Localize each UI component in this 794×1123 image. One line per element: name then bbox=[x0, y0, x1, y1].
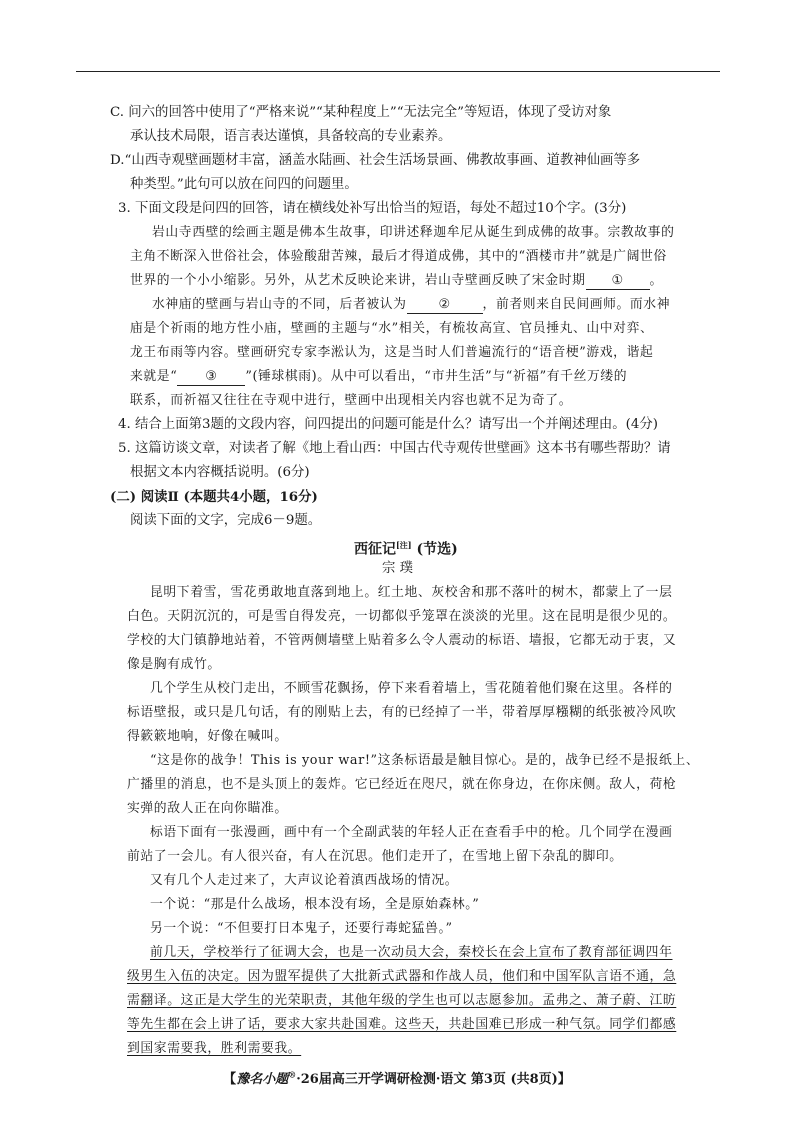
option-d-line2: 种类型。”此句可以放在问四的问题里。 bbox=[130, 177, 358, 192]
answer-blank-3[interactable]: ③ bbox=[177, 368, 245, 386]
story-p3-line2: 广播里的消息，也不是头顶上的轰炸。它已经近在咫尺，就在你身边，在你床侧。敌人，荷枪 bbox=[127, 777, 677, 792]
q5-line2: 根据文本内容概括说明。(6分) bbox=[130, 465, 310, 480]
publisher-logo: 豫名小题 bbox=[236, 1072, 289, 1087]
story-p2-line1: 几个学生从校门走出，不顾雪花飘扬，停下来看着墙上，雪花随着他们聚在这里。各样的 bbox=[150, 681, 673, 696]
story-author: 宗 璞 bbox=[382, 561, 414, 576]
q3-para2-line3: 龙王布雨等内容。壁画研究专家李淞认为，这是当时人们普遍流行的“语音梗”游戏，谐起 bbox=[130, 345, 654, 360]
story-p7: 另一个说：“不但要打日本鬼子，还要行毒蛇猛兽。” bbox=[150, 921, 453, 936]
story-p8-line2: 级男生入伍的决定。因为盟军提供了大批新式武器和作战人员，他们和中国军队言语不通，急 bbox=[127, 969, 677, 984]
page-footer: 【豫名小题®·26届高三开学调研检测·语文 第3页 (共8页)】 bbox=[223, 1069, 571, 1087]
title-note-marker: [注] bbox=[396, 540, 412, 550]
q3-para1-line3: 世界的一个小小缩影。另外，从艺术反映论来讲，岩山寺壁画反映了宋金时期 ① 。 bbox=[130, 273, 663, 288]
section-instruction: 阅读下面的文字，完成6－9题。 bbox=[130, 513, 322, 528]
story-p4-line1: 标语下面有一张漫画，画中有一个全副武装的年轻人正在查看手中的枪。几个同学在漫画 bbox=[150, 825, 673, 840]
story-p8-line1: 前几天，学校举行了征调大会，也是一次动员大会，秦校长在会上宣布了教育部征调四年 bbox=[150, 945, 673, 960]
story-p8-line3: 需翻译。这正是大学生的光荣职责，其他年级的学生也可以志愿参加。孟弗之、萧子蔚、江昉 bbox=[127, 993, 677, 1008]
story-p1-line4: 像是胸有成竹。 bbox=[127, 657, 221, 672]
story-p1-line2: 白色。天阴沉沉的，可是雪自得发亮，一切都似乎笼罩在淡淡的光里。这在昆明是很少见的。 bbox=[127, 609, 677, 624]
q3-para2-line1: 水神庙的壁画与岩山寺的不同，后者被认为 ② ，前者则来自民间画师。而水神 bbox=[152, 297, 671, 312]
q3-para2-line4: 来就是“ ③ ”(锤球棋雨)。从中可以看出，“市井生活”与“祈福”有千丝万缕的 bbox=[130, 369, 628, 384]
story-p1-line1: 昆明下着雪，雪花勇敢地直落到地上。红土地、灰校舍和那不落叶的树木，都蒙上了一层 bbox=[150, 585, 673, 600]
story-p1-line3: 学校的大门镇静地站着，不管两侧墙壁上贴着多么令人震动的标语、墙报，它都无动于衷，又 bbox=[127, 633, 677, 648]
q3-para2-line2: 庙是个祈雨的地方性小庙，壁画的主题与“水”相关，有梳妆高宣、官员捶丸、山中对弈、 bbox=[130, 321, 654, 336]
q3-para2-line5: 联系，而祈福又往往在寺观中进行，壁画中出现相关内容也就不足为奇了。 bbox=[130, 393, 573, 408]
q5-line1: 5. 这篇访谈文章，对读者了解《地上看山西：中国古代寺观传世壁画》这本书有哪些帮助？请 bbox=[118, 441, 671, 456]
top-rule bbox=[76, 71, 720, 72]
q3-para1-line2: 主角不断深入世俗社会，体验酸甜苦辣，最后才得道成佛，其中的“酒楼市井”就是广阔世俗 bbox=[130, 249, 667, 264]
option-c-line1: C. 问六的回答中使用了“严格来说”“某种程度上”“无法完全”等短语，体现了受访对象 bbox=[110, 105, 612, 120]
option-d-line1: D.“山西寺观壁画题材丰富，涵盖水陆画、社会生活场景画、佛教故事画、道教神仙画等多 bbox=[110, 153, 641, 168]
story-p4-line2: 前站了一会儿。有人很兴奋，有人在沉思。他们走开了，在雪地上留下杂乱的脚印。 bbox=[127, 849, 623, 864]
answer-blank-1[interactable]: ① bbox=[586, 272, 650, 290]
q4: 4. 结合上面第3题的文段内容，问四提出的问题可能是什么？请写出一个并阐述理由。(4分) bbox=[118, 417, 658, 432]
story-p3-line3: 实弹的敌人正在向你瞄准。 bbox=[127, 801, 288, 816]
story-p3-line1: “这是你的战争！This is your war!”这条标语最是触目惊心。是的，战争已经不是报纸上、 bbox=[150, 753, 700, 768]
story-p8-line4: 等先生都在会上讲了话，要求大家共赴国难。这些天，共赴国难已形成一种气氛。同学们都感 bbox=[127, 1017, 677, 1032]
story-title: 西征记[注] (节选) bbox=[354, 540, 458, 558]
q3-para1-line1: 岩山寺西壁的绘画主题是佛本生故事，印讲述释迦牟尼从诞生到成佛的故事。宗教故事的 bbox=[152, 225, 675, 240]
story-p5: 又有几个人走过来了，大声议论着滇西战场的情况。 bbox=[150, 873, 459, 888]
story-p2-line3: 得簌簌地响，好像在喊叫。 bbox=[127, 729, 288, 744]
story-p8-line5: 到国家需要我，胜利需要我。 bbox=[127, 1041, 302, 1056]
story-p6: 一个说：“那是什么战场，根本没有场，全是原始森林。” bbox=[150, 897, 480, 912]
option-c-line2: 承认技术局限，语言表达谨慎，具备较高的专业素养。 bbox=[130, 129, 452, 144]
story-p2-line2: 标语壁报，或只是几句话，有的刚贴上去，有的已经掉了一半，带着厚厚糨糊的纸张被冷风吹 bbox=[127, 705, 677, 720]
q3-stem: 3. 下面文段是问四的回答，请在横线处补写出恰当的短语，每处不超过10个字。(3分) bbox=[118, 201, 627, 216]
section-heading: (二) 阅读Ⅱ (本题共4小题，16分) bbox=[110, 489, 318, 505]
answer-blank-2[interactable]: ② bbox=[407, 296, 483, 314]
